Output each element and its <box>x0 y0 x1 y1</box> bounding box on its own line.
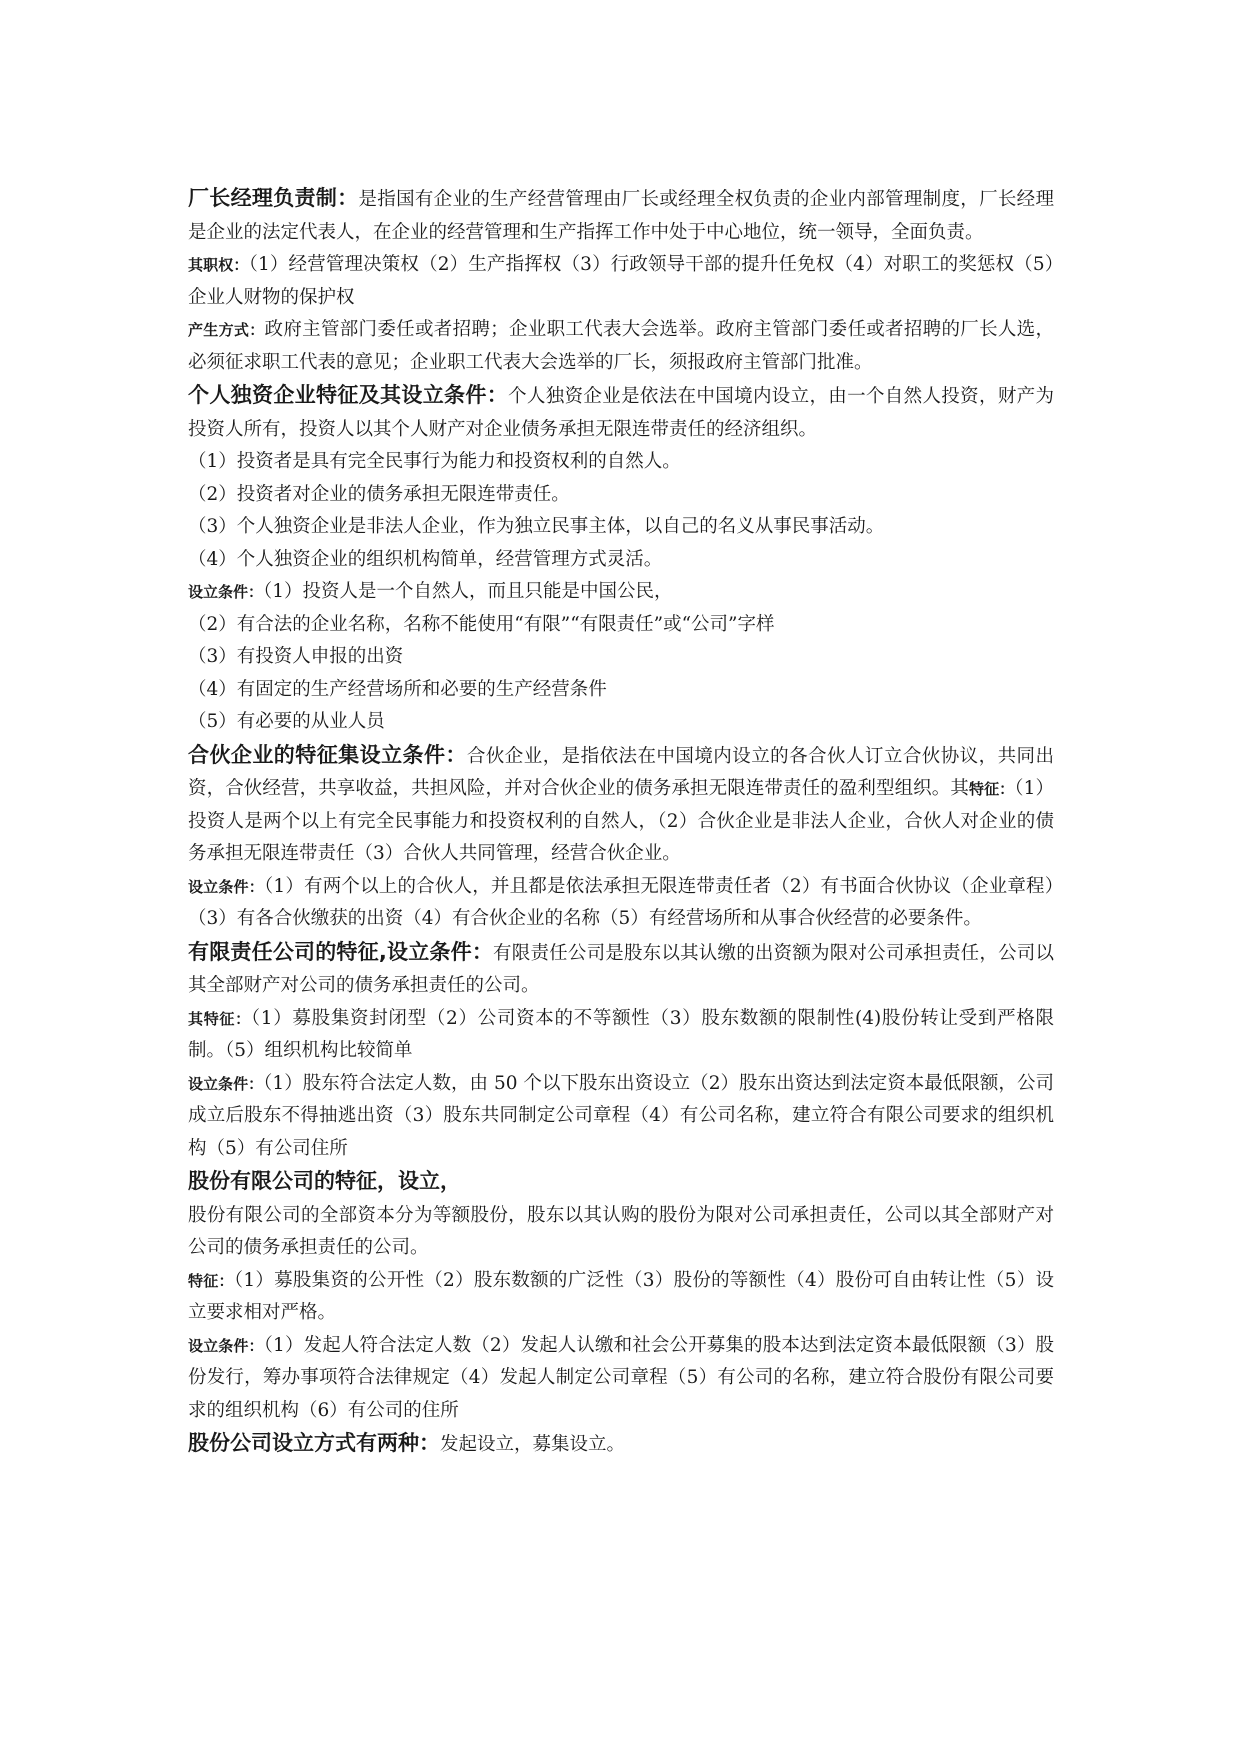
list-item: （3）有投资人申报的出资 <box>188 646 404 667</box>
features-paragraph <box>188 1265 1054 1330</box>
list-item: （4）个人独资企业的组织机构简单，经营管理方式灵活。 <box>188 548 663 570</box>
list-item: （4）有固定的生产经营场所和必要的生产经营条件 <box>188 678 607 700</box>
powers-paragraph <box>188 249 1054 314</box>
conditions-label: 设立条件： <box>188 1336 264 1355</box>
section-factory-director-responsibility <box>188 182 1054 249</box>
features-label: 特征： <box>188 1271 234 1290</box>
conditions-label: 设立条件： <box>188 877 264 896</box>
appointment-label: 产生方式： <box>188 321 265 339</box>
section-sole-proprietorship <box>188 379 1054 446</box>
conditions-label: 设立条件： <box>188 583 264 601</box>
list-item: （2）投资者对企业的债务承担无限连带责任。 <box>188 483 570 505</box>
section-body: 合伙企业，是指依法在中国境内设立的各合伙人订立合伙协议，共同出资，合伙经营，共享收益，共担风险，并对合伙企业的债务承担无限连带责任的盈利型组织。其 <box>188 745 1054 799</box>
features-label: 特征： <box>968 780 1015 798</box>
section-establishment-methods <box>188 1427 1054 1462</box>
conditions-text: （1）股东符合法定人数，由 50 个以下股东出资设立（2）股东出资达到法定资本最低限额，公司成立后股东不得抽逃出资（3）股东共同制定公司章程（4）有公司名称，建立符合有限公司要求的组织机构（5）有公司住所 <box>188 1072 1054 1159</box>
section-body: 有限责任公司是股东以其认缴的出资额为限对公司承担责任，公司以其全部财产对公司的债务承担责任的公司。 <box>188 942 1054 996</box>
section-heading: 股份有限公司的特征，设立， <box>188 1169 461 1193</box>
section-body: 股份有限公司的全部资本分为等额股份，股东以其认购的股份为限对公司承担责任，公司以其全部财产对公司的债务承担责任的公司。 <box>188 1204 1054 1258</box>
powers-text: （1）经营管理决策权（2）生产指挥权（3）行政领导干部的提升任免权（4）对职工的奖惩权（5）企业人财物的保护权 <box>188 254 1054 308</box>
section-partnership <box>188 739 1054 871</box>
section-heading: 个人独资企业特征及其设立条件： <box>188 383 509 407</box>
conditions-paragraph <box>188 576 1054 609</box>
powers-label: 其职权： <box>188 256 249 274</box>
conditions-paragraph <box>188 1330 1054 1428</box>
list-item: （2）有合法的企业名称，名称不能使用“有限”“有限责任”或“公司”字样 <box>188 613 775 635</box>
section-heading: 厂长经理负责制： <box>188 186 359 210</box>
list-item: （1）投资者是具有完全民事行为能力和投资权利的自然人。 <box>188 451 681 472</box>
section-heading: 股份公司设立方式有两种： <box>188 1431 440 1455</box>
section-heading: 合伙企业的特征集设立条件： <box>188 742 467 767</box>
appointment-text: 政府主管部门委任或者招聘；企业职工代表大会选举。政府主管部门委任或者招聘的厂长人选，必须征求职工代表的意见；企业职工代表大会选举的厂长，须报政府主管部门批准。 <box>188 319 1054 373</box>
features-paragraph <box>188 1003 1054 1068</box>
appointment-paragraph <box>188 314 1054 379</box>
section-heading: 有限责任公司的特征,设立条件： <box>188 939 494 964</box>
features-text: （1）投资人是两个以上有完全民事能力和投资权利的自然人，（2）合伙企业是非法人企业，合伙人对企业的债务承担无限连带责任（3）合伙人共同管理，经营合伙企业。 <box>188 778 1054 864</box>
document-page <box>188 182 1054 1462</box>
section-body: 发起设立，募集设立。 <box>440 1434 626 1455</box>
conditions-text: （1）发起人符合法定人数（2）发起人认缴和社会公开募集的股本达到法定资本最低限额（3）股份发行，筹办事项符合法律规定（4）发起人制定公司章程（5）有公司的名称，建立符合股份有限公司要求的组织机构（6）有公司的住所 <box>188 1334 1054 1421</box>
section-llc <box>188 936 1054 1003</box>
conditions-label: 设立条件： <box>188 1074 264 1093</box>
conditions-text: （1）有两个以上的合伙人，并且都是依法承担无限连带责任者（2）有书面合伙协议（企业章程）（3）有各合伙缴获的出资（4）有合伙企业的名称（5）有经营场所和从事合伙经营的必要条件。 <box>188 875 1054 929</box>
list-item: （3）个人独资企业是非法人企业，作为独立民事主体，以自己的名义从事民事活动。 <box>188 516 885 537</box>
features-text: （1）募股集资封闭型（2）公司资本的不等额性（3）股东数额的限制性(4)股份转让受到严格限制。（5）组织机构比较简单 <box>188 1007 1054 1061</box>
conditions-paragraph <box>188 871 1054 936</box>
features-text: （1）募股集资的公开性（2）股东数额的广泛性（3）股份的等额性（4）股份可自由转让性（5）设立要求相对严格。 <box>188 1269 1054 1323</box>
conditions-text: （1）投资人是一个自然人，而且只能是中国公民， <box>263 581 673 602</box>
conditions-paragraph <box>188 1068 1054 1166</box>
list-item: （5）有必要的从业人员 <box>188 711 385 732</box>
features-label: 其特征： <box>188 1009 251 1028</box>
section-body: 是指国有企业的生产经营管理由厂长或经理全权负责的企业内部管理制度，厂长经理是企业的法定代表人，在企业的经营管理和生产指挥工作中处于中心地位，统一领导，全面负责。 <box>188 189 1054 243</box>
section-body: 个人独资企业是依法在中国境内设立，由一个自然人投资，财产为投资人所有，投资人以其个人财产对企业债务承担无限连带责任的经济组织。 <box>188 386 1054 440</box>
section-joint-stock-company <box>188 1165 1054 1200</box>
